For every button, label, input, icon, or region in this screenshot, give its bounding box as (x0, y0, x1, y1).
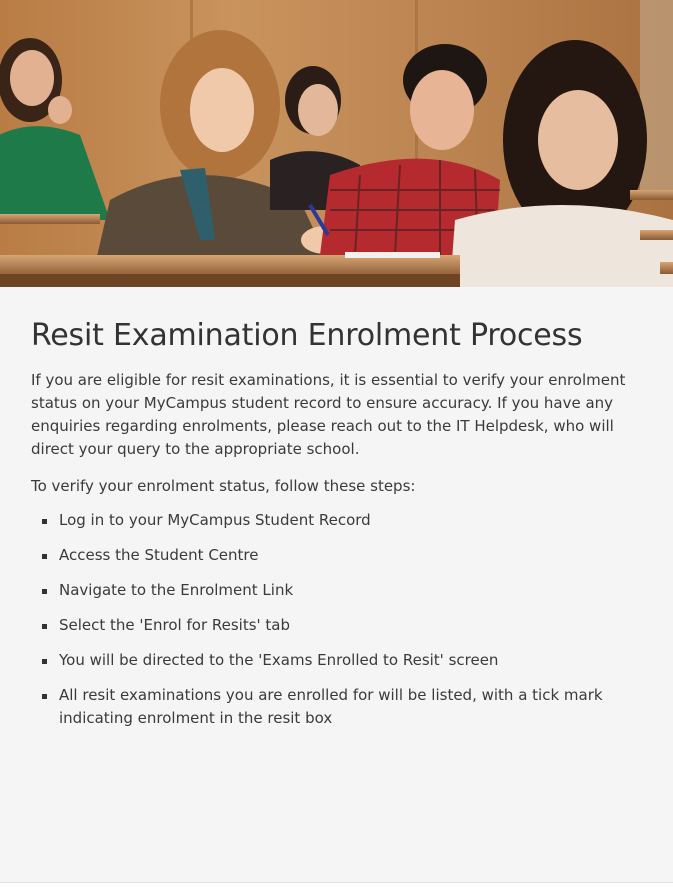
bullet-square-icon (42, 589, 47, 594)
bullet-square-icon (42, 694, 47, 699)
list-item-text: Access the Student Centre (59, 546, 259, 564)
list-item (42, 684, 632, 730)
steps-lead-paragraph: To verify your enrolment status, follow these steps: (31, 477, 416, 495)
bullet-square-icon (42, 624, 47, 629)
list-item-text: Navigate to the Enrolment Link (59, 581, 294, 599)
list-item (42, 579, 632, 602)
article-content (0, 287, 673, 882)
list-item (42, 649, 632, 672)
list-item-text: All resit examinations you are enrolled for will be listed, with a tick mark indicating enrolment in the resit box (59, 686, 603, 727)
list-item-text: Log in to your MyCampus Student Record (59, 511, 371, 529)
list-item-text: Select the 'Enrol for Resits' tab (59, 616, 291, 634)
students-in-lecture-hall-photo (0, 0, 673, 287)
intro-paragraph: If you are eligible for resit examinations, it is essential to verify your enrolment status on your MyCampus student record to ensure accuracy. If you have any enquiries regarding enrolments, please reach out to the IT Helpdesk, who will direct your query to the appropriate school. (31, 371, 626, 458)
page-title: Resit Examination Enrolment Process (31, 318, 583, 353)
footer-divider (0, 882, 673, 887)
list-item (42, 509, 632, 532)
list-item (42, 544, 632, 567)
steps-list (42, 509, 642, 730)
list-item-text: You will be directed to the 'Exams Enrolled to Resit' screen (59, 651, 499, 669)
bullet-square-icon (42, 659, 47, 664)
bullet-square-icon (42, 554, 47, 559)
bullet-square-icon (42, 519, 47, 524)
list-item (42, 614, 632, 637)
hero-image (0, 0, 673, 287)
